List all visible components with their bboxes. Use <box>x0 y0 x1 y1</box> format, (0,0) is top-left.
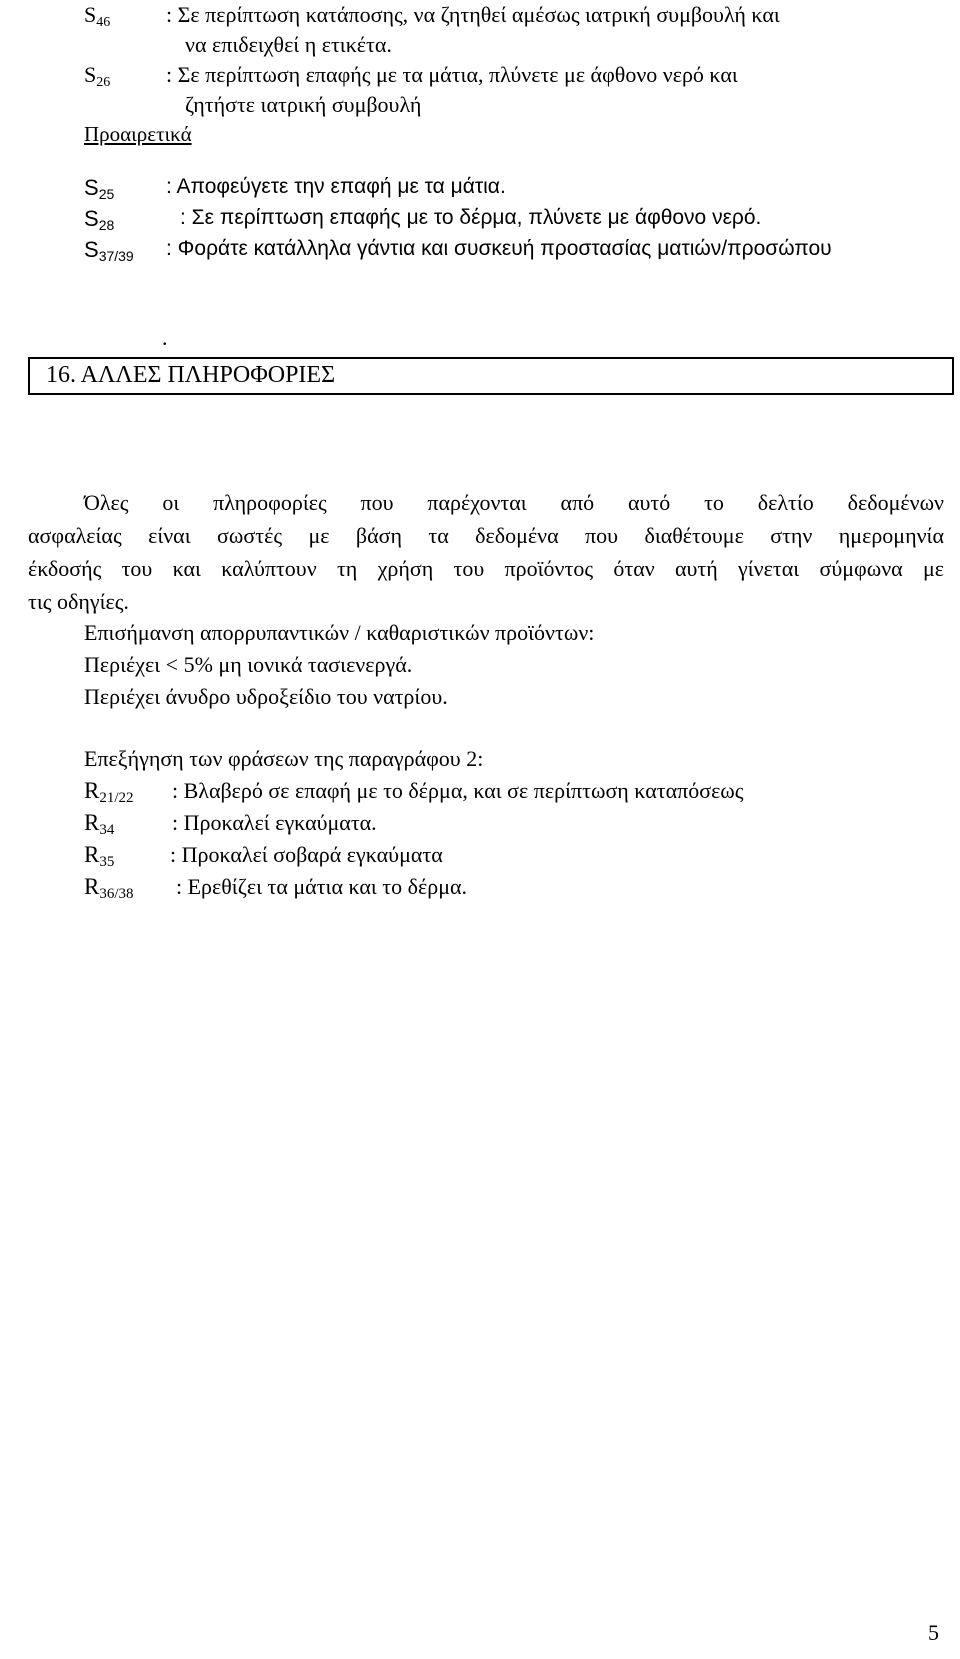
paragraph-line-1: Όλες οι πληροφορίες που παρέχονται από αυτό το δελτίο δεδομένων <box>84 490 944 515</box>
labelling-heading: Επισήμανση απορρυπαντικών / καθαριστικών προϊόντων: <box>84 620 595 645</box>
paragraph-line-3: έκδοσής του και καλύπτουν τη χρήση του προϊόντος όταν αυτή γίνεται σύμφωνα με <box>28 556 944 581</box>
phrase-text-s37-39: : Φοράτε κατάλληλα γάντια και συσκευή προστασίας ματιών/προσώπου <box>166 237 832 260</box>
phrase-code-s25: $S_{25}$ <box>84 175 115 202</box>
paragraph-line-4: τις οδηγίες. <box>28 589 129 614</box>
stray-dot: . <box>162 325 168 350</box>
phrase-code-r36-38: $R_{36/38}$ <box>84 874 134 902</box>
phrase-code-s37-39: $S_{37/39}$ <box>84 237 134 264</box>
phrase-text-r21-22: : Βλαβερό σε επαφή με το δέρμα, και σε περίπτωση καταπόσεως <box>172 778 744 803</box>
phrase-text-s46-line2: να επιδειχθεί η ετικέτα. <box>185 32 392 57</box>
phrase-code-r35: $R_{35}$ <box>84 842 115 870</box>
paragraph-line-2: ασφαλείας είναι σωστές με βάση τα δεδομένα που διαθέτουμε στην ημερομηνία <box>28 523 944 548</box>
phrase-code-r34: $R_{34}$ <box>84 810 115 838</box>
section-title: 16. ΑΛΛΕΣ ΠΛΗΡΟΦΟΡΙΕΣ <box>46 362 336 388</box>
phrase-text-r35: : Προκαλεί σοβαρά εγκαύματα <box>170 842 443 867</box>
phrase-text-s28: : Σε περίπτωση επαφής με το δέρμα, πλύνετε με άφθονο νερό. <box>180 206 762 229</box>
labelling-line-2: Περιέχει άνυδρο υδροξείδιο του νατρίου. <box>84 684 448 709</box>
labelling-line-1: Περιέχει < 5% μη ιονικά τασιενεργά. <box>84 652 413 677</box>
phrase-text-s25: : Αποφεύγετε την επαφή με τα μάτια. <box>166 175 506 198</box>
phrase-text-r36-38: : Ερεθίζει τα μάτια και το δέρμα. <box>176 874 468 899</box>
optional-label: Προαιρετικά <box>84 122 192 146</box>
phrase-code-s28: $S_{28}$ <box>84 206 115 233</box>
phrase-code-r21-22: $R_{21/22}$ <box>84 778 134 806</box>
phrase-text-s26-line1: : Σε περίπτωση επαφής με τα μάτια, πλύνετε με άφθονο νερό και <box>166 62 738 87</box>
phrase-text-r34: : Προκαλεί εγκαύματα. <box>172 810 377 835</box>
page-number: 5 <box>928 1620 939 1645</box>
phrase-text-s26-line2: ζητήστε ιατρική συμβουλή <box>185 92 422 117</box>
explanation-heading: Επεξήγηση των φράσεων της παραγράφου 2: <box>84 746 484 771</box>
phrase-code-s46: $S_{46}$ <box>84 2 111 30</box>
phrase-text-s46-line1: : Σε περίπτωση κατάποσης, να ζητηθεί αμέσως ιατρική συμβουλή και <box>166 2 780 27</box>
phrase-code-s26: $S_{26}$ <box>84 62 111 90</box>
